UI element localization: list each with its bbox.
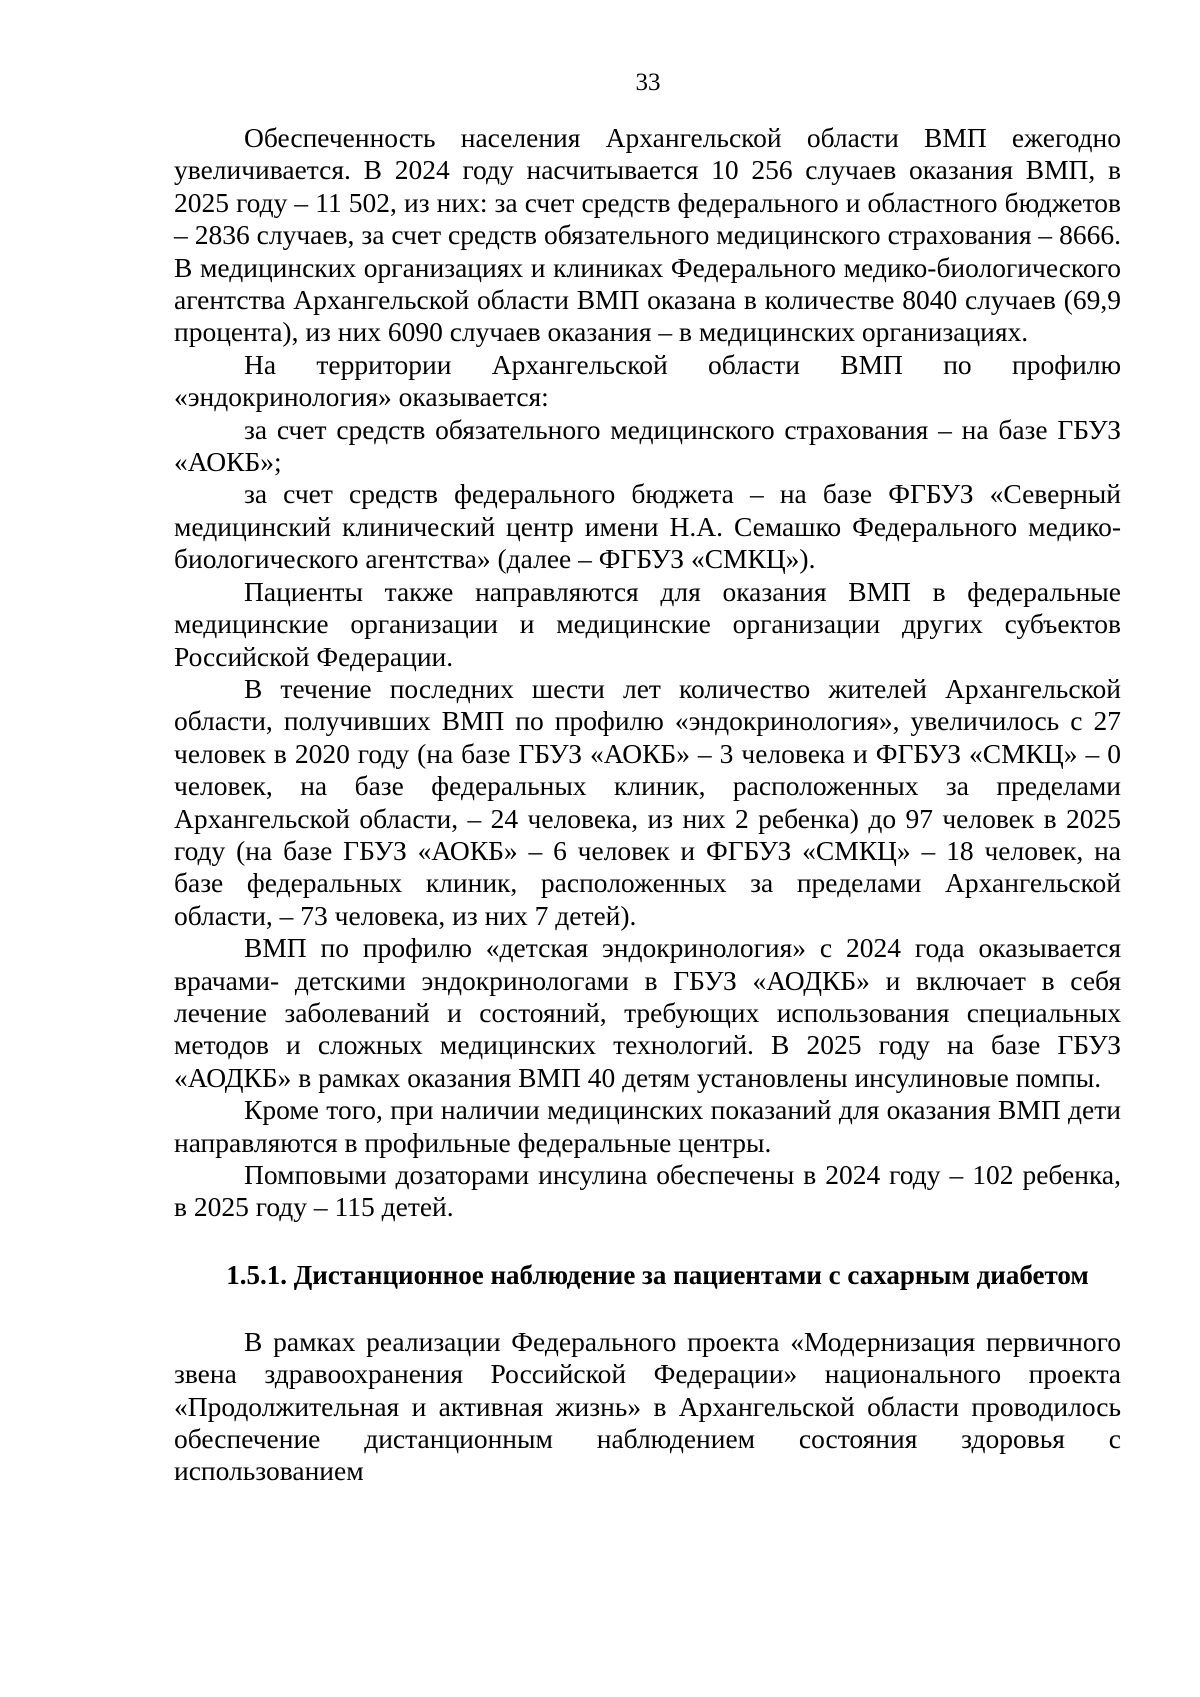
paragraph-federal-funding: за счет средств федерального бюджета – на базе ФГБУЗ «Северный медицинский клинический центр имени Н.А. Семашко Федерального медико-биологического агентства» (далее – ФГБУЗ «СМКЦ»). [174,478,1121,575]
paragraph-vmp-provision: Обеспеченность населения Архангельской области ВМП ежегодно увеличивается. В 2024 году насчитывается 10 256 случаев оказания ВМП, в 2025 году – 11 502, из них: за счет средств федерального и областного бюджетов – 2836 случаев, за счет средств обязательного медицинского страхования – 8666. В медицинских организациях и клиниках Федерального медико-биологического агентства Архангельской области ВМП оказана в количестве 8040 случаев (69,9 процента), из них 6090 случаев оказания – в медицинских организациях. [174,122,1121,348]
paragraph-remote-monitoring: В рамках реализации Федерального проекта «Модернизация первичного звена здравоохранения Российской Федерации» национального проекта «Продолжительная и активная жизнь» в Архангельской области проводилось обеспечение дистанционным наблюдением состояния здоровья с использованием [174,1325,1121,1487]
page-number: 33 [635,69,661,96]
paragraph-endocrinology-territory: На территории Архангельской области ВМП по профилю «эндокринология» оказывается: [174,348,1121,413]
paragraph-pediatric-endocrinology: ВМП по профилю «детская эндокринология» с 2024 года оказывается врачами- детскими эндокринологами в ГБУЗ «АОДКБ» и включает в себя лечение заболеваний и состояний, требующих использования специальных методов и сложных медицинских технологий. В 2025 году на базе ГБУЗ «АОДКБ» в рамках оказания ВМП 40 детям установлены инсулиновые помпы. [174,932,1121,1093]
paragraph-oms-funding: за счет средств обязательного медицинского страхования – на базе ГБУЗ «АОКБ»; [174,413,1121,478]
section-heading: 1.5.1. Дистанционное наблюдение за пациентами с сахарным диабетом [226,1259,1089,1290]
paragraph-patient-referral: Пациенты также направляются для оказания ВМП в федеральные медицинские организации и медицинские организации других субъектов Российской Федерации. [174,575,1121,672]
document-body [174,122,1121,1488]
paragraph-children-referral: Кроме того, при наличии медицинских показаний для оказания ВМП дети направляются в профильные федеральные центры. [174,1094,1121,1158]
paragraph-insulin-pumps: Помповыми дозаторами инсулина обеспечены в 2024 году – 102 ребенка, в 2025 году – 115 детей. [174,1159,1121,1223]
paragraph-six-year-dynamics: В течение последних шести лет количество жителей Архангельской области, получивших ВМП по профилю «эндокринология», увеличилось с 27 человек в 2020 году (на базе ГБУЗ «АОКБ» – 3 человека и ФГБУЗ «СМКЦ» – 0 человек, на базе федеральных клиник, расположенных за пределами Архангельской области, – 24 человека, из них 2 ребенка) до 97 человек в 2025 году (на базе ГБУЗ «АОКБ» – 6 человек и ФГБУЗ «СМКЦ» – 18 человек, на базе федеральных клиник, расположенных за пределами Архангельской области, – 73 человека, из них 7 детей). [174,672,1121,931]
